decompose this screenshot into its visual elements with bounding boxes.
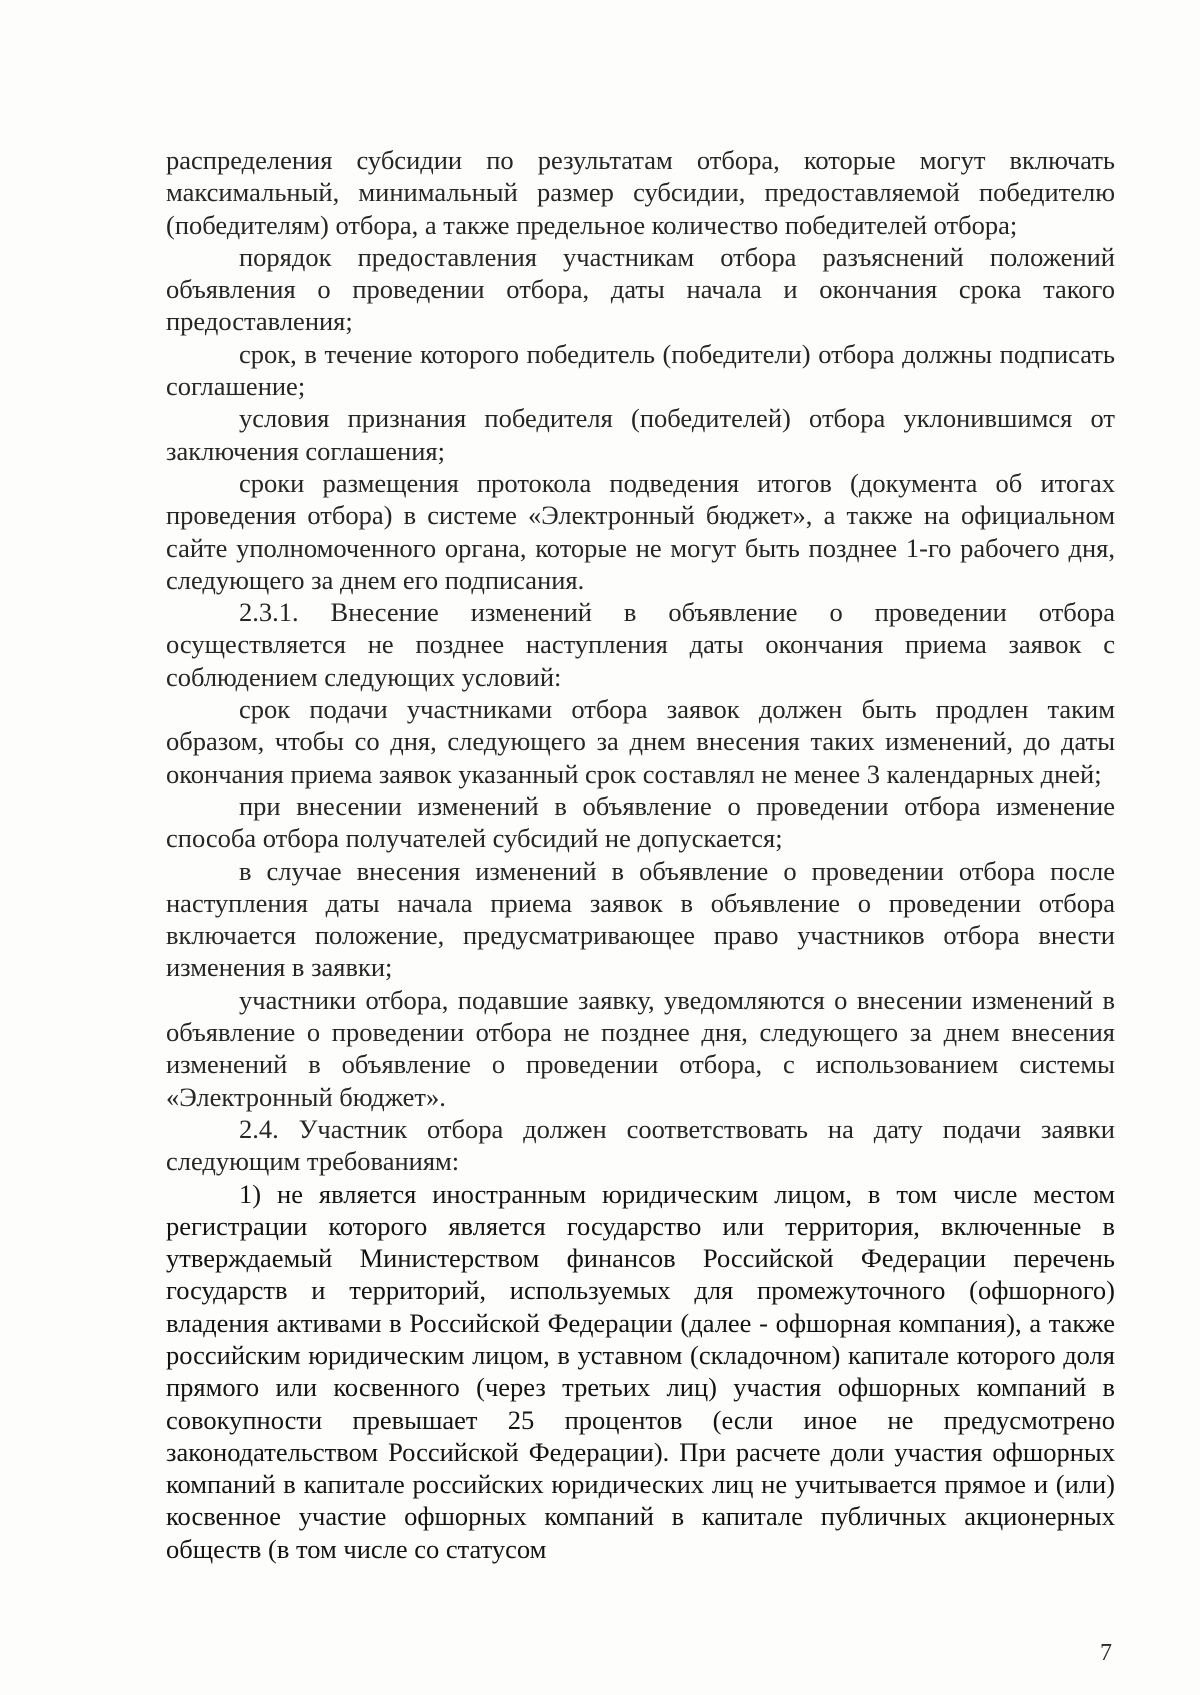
paragraph-2-4: 2.4. Участник отбора должен соответствовать на дату подачи заявки следующим требованиям: [166,1113,1115,1177]
paragraph-deadline-extension: срок подачи участниками отбора заявок должен быть продлен таким образом, чтобы со дня, следующего за днем внесения таких изменений, до даты окончания приема заявок указанный срок составлял не менее 3 календарных дней; [166,694,1115,789]
paragraph-continuation: распределения субсидии по результатам отбора, которые могут включать максимальный, минимальный размер субсидии, предоставляемой победителю (победителям) отбора, а также предельное количество победителей отбора; [166,145,1115,240]
paragraph-method-change: при внесении изменений в объявление о проведении отбора изменение способа отбора получателей субсидий не допускается; [166,790,1115,854]
paragraph-clarification-order: порядок предоставления участникам отбора разъяснений положений объявления о проведении отбора, даты начала и окончания срока такого предоставления; [166,241,1115,337]
page-number: 7 [1100,1640,1112,1666]
paragraph-evasion-conditions: условия признания победителя (победителей) отбора уклонившимся от заключения соглашения; [166,403,1115,466]
paragraph-requirement-1: 1) не является иностранным юридическим лицом, в том числе местом регистрации которого является государство или территория, включенные в утверждаемый Министерством финансов Российской Федерации перечень государств и территорий, используемых для промежуточного (офшорного) владения активами в Российской Федерации (далее - офшорная компания), а также российским юридическим лицом, в уставном (складочном) капитале которого доля прямого или косвенного (через третьих лиц) участия офшорных компаний в совокупности превышает 25 процентов (если иное не предусмотрено законодательством Российской Федерации). При расчете доли участия офшорных компаний в капитале российских юридических лиц не учитывается прямое и (или) косвенное участие офшорных компаний в капитале публичных акционерных обществ (в том числе со статусом [166,1178,1115,1564]
document-body [166,144,1115,1565]
paragraph-signing-term: срок, в течение которого победитель (победители) отбора должны подписать соглашение; [166,338,1115,402]
paragraph-protocol-placement: сроки размещения протокола подведения итогов (документа об итогах проведения отбора) в системе «Электронный бюджет», а также на официальном сайте уполномоченного органа, которые не могут быть позднее 1-го рабочего дня, следующего за днем его подписания. [166,467,1115,595]
paragraph-participant-notification: участники отбора, подавшие заявку, уведомляются о внесении изменений в объявление о проведении отбора не позднее дня, следующего за днем внесения изменений в объявление о проведении отбора, с использованием системы «Электронный бюджет». [166,984,1115,1112]
paragraph-2-3-1: 2.3.1. Внесение изменений в объявление о проведении отбора осуществляется не позднее наступления даты окончания приема заявок с соблюдением следующих условий: [166,597,1115,692]
paragraph-application-changes: в случае внесения изменений в объявление о проведении отбора после наступления даты начала приема заявок в объявление о проведении отбора включается положение, предусматривающее право участников отбора внести изменения в заявки; [166,855,1115,983]
